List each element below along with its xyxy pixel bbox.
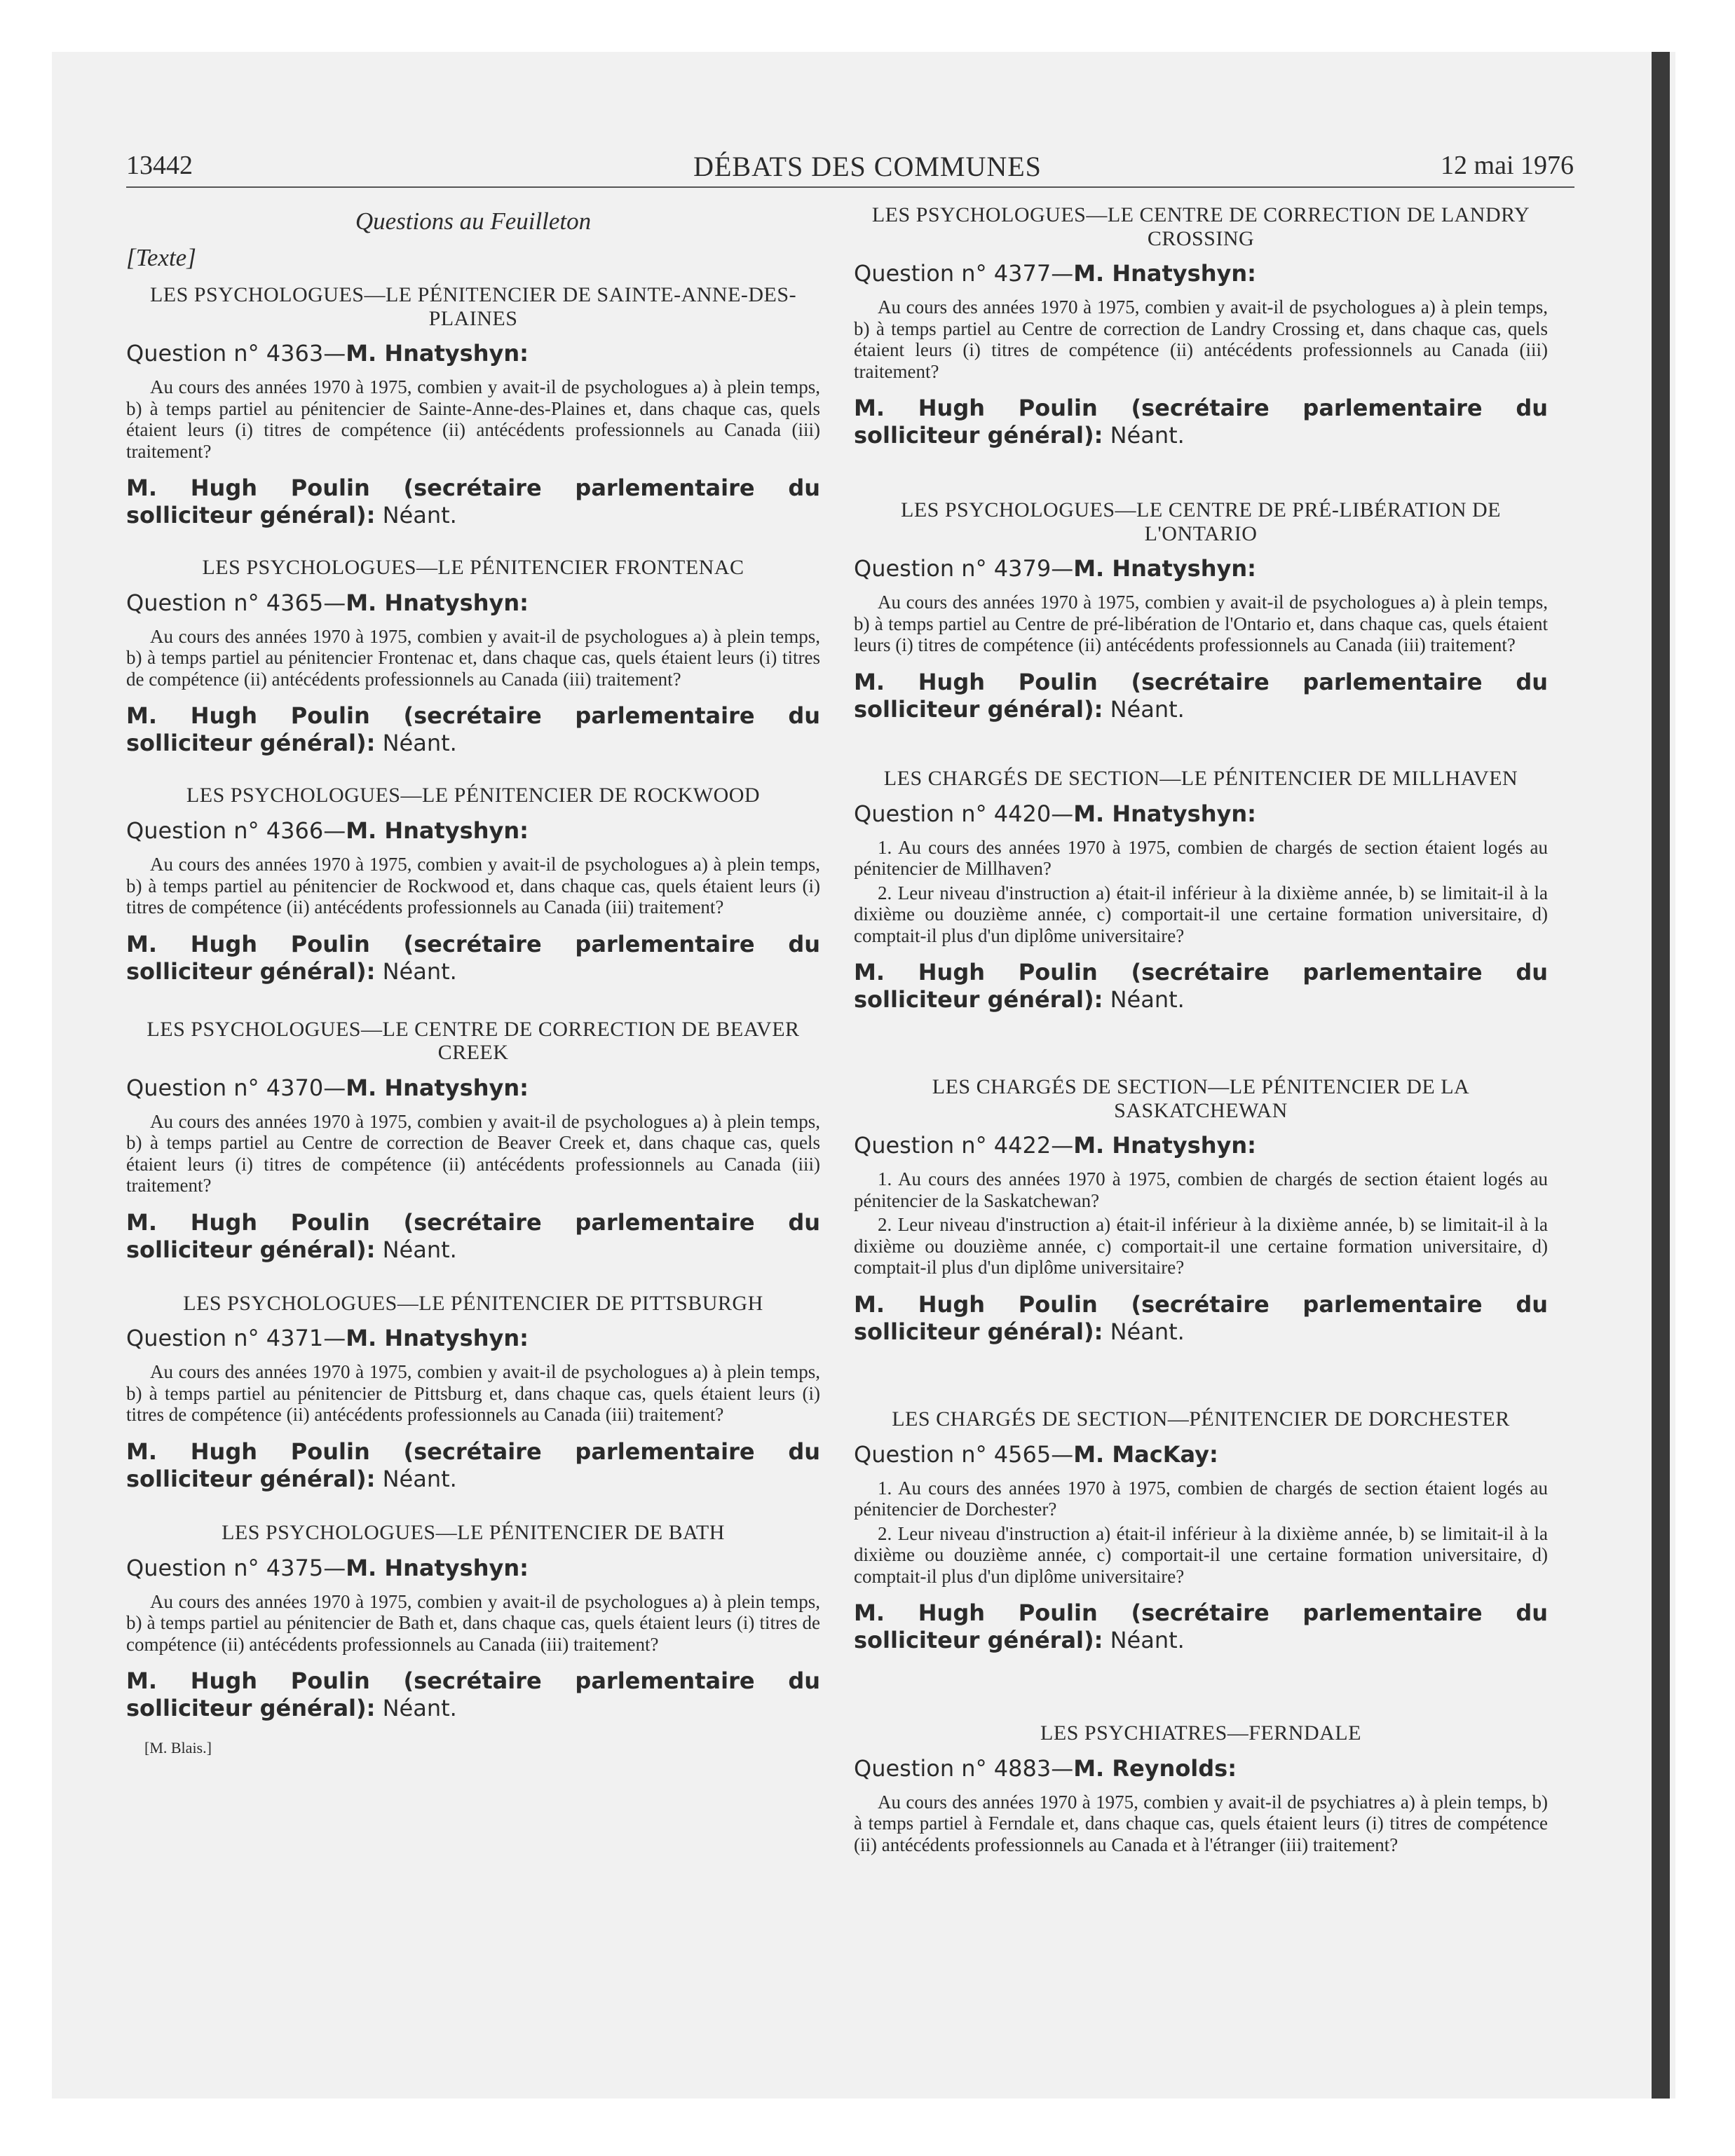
section-heading: Questions au Feuilleton [355, 207, 592, 235]
answer-text: Néant. [382, 502, 457, 529]
question-asker: M. Hnatyshyn: [346, 1325, 529, 1352]
question-line [126, 1325, 820, 1351]
question-section [126, 784, 820, 985]
question-section [854, 1407, 1548, 1654]
question-title: LES PSYCHOLOGUES—LE CENTRE DE PRÉ-LIBÉRATION DE L'ONTARIO [901, 498, 1501, 545]
question-text: 1. Au cours des années 1970 à 1975, combien de chargés de section étaient logés au pénitencier de la Saskatchewan? [854, 1168, 1548, 1211]
question-number: Question n° 4883— [854, 1754, 1074, 1782]
question-line [126, 340, 820, 367]
left-column [126, 203, 820, 1757]
question-line [854, 1441, 1548, 1468]
question-text: 1. Au cours des années 1970 à 1975, combien de chargés de section étaient logés au pénitencier de Millhaven? [854, 836, 1548, 880]
question-title: LES PSYCHOLOGUES—LE PÉNITENCIER DE BATH [222, 1520, 725, 1544]
question-text: Au cours des années 1970 à 1975, combien y avait-il de psychologues a) à plein temps, b) à temps partiel au pénitencier de Rockwood et, dans chaque cas, quels étaient leurs (i) titres de compétence (ii) antécédents professionnels au Canada (iii) traitement? [126, 854, 820, 917]
right-sections [854, 203, 1548, 1855]
question-asker: M. Hnatyshyn: [346, 1554, 529, 1581]
question-line [126, 589, 820, 616]
answer-speaker: M. Hugh Poulin (secrétaire parlementaire du solliciteur général): [126, 930, 820, 985]
question-asker: M. Hnatyshyn: [1073, 800, 1256, 827]
question-asker: M. Hnatyshyn: [1073, 260, 1256, 287]
question-section [126, 1521, 820, 1722]
answer-paragraph [854, 1291, 1548, 1346]
answer-text: Néant. [1110, 986, 1185, 1014]
question-text: 1. Au cours des années 1970 à 1975, combien de chargés de section étaient logés au pénitencier de Dorchester? [854, 1477, 1548, 1520]
question-number: Question n° 4365— [126, 589, 346, 616]
question-asker: M. MacKay: [1073, 1440, 1218, 1468]
answer-text: Néant. [1110, 1318, 1185, 1345]
question-line [854, 1132, 1548, 1159]
question-section [854, 1721, 1548, 1855]
question-number: Question n° 4371— [126, 1325, 346, 1352]
answer-paragraph [854, 669, 1548, 723]
question-line [126, 1555, 820, 1581]
question-asker: M. Hnatyshyn: [346, 1074, 529, 1101]
header-rule [126, 186, 1574, 188]
answer-text: Néant. [382, 1465, 457, 1492]
question-line [854, 260, 1548, 287]
question-title: LES PSYCHIATRES—FERNDALE [1040, 1721, 1361, 1745]
question-title: LES CHARGÉS DE SECTION—LE PÉNITENCIER DE MILLHAVEN [883, 767, 1518, 790]
question-text: Au cours des années 1970 à 1975, combien y avait-il de psychologues a) à plein temps, b) à temps partiel au pénitencier de Pittsburg et, dans chaque cas, quels étaient leurs (i) titres de compétence (ii) antécédents professionnels au Canada (iii) traitement? [126, 1361, 820, 1426]
answer-text: Néant. [382, 730, 457, 757]
scan-edge-bar [1652, 52, 1670, 2099]
question-number: Question n° 4375— [126, 1554, 346, 1581]
answer-paragraph [126, 1438, 820, 1493]
question-line [126, 817, 820, 844]
question-title: LES PSYCHOLOGUES—LE PÉNITENCIER DE SAINTE-ANNE-DES-PLAINES [149, 283, 797, 330]
answer-paragraph [126, 475, 820, 529]
texte-marker: [Texte] [126, 244, 196, 271]
question-text: Au cours des années 1970 à 1975, combien y avait-il de psychologues a) à plein temps, b) à temps partiel au pénitencier de Bath et, dans chaque cas, quels étaient leurs (i) titres de compétence (ii) antécédents professionnels au Canada (iii) traitement? [126, 1590, 820, 1655]
question-text: Au cours des années 1970 à 1975, combien y avait-il de psychologues a) à plein temps, b) à temps partiel au pénitencier Frontenac et, dans chaque cas, quels étaient leurs (i) titres de compétence (ii) antécédents professionnels au Canada (iii) traitement? [126, 625, 820, 690]
question-section [854, 767, 1548, 1014]
answer-speaker: M. Hugh Poulin (secrétaire parlementaire du solliciteur général): [854, 959, 1548, 1014]
answer-paragraph [126, 931, 820, 985]
question-section [854, 203, 1548, 449]
question-text: 2. Leur niveau d'instruction a) était-il inférieur à la dixième année, b) se limitait-il à la dixième ou douzième année, c) comportait-il une certaine formation universitaire, d) comptait-il plus d'un diplôme universitaire? [854, 882, 1548, 946]
question-text: Au cours des années 1970 à 1975, combien y avait-il de psychologues a) à plein temps, b) à temps partiel au Centre de correction de Beaver Creek et, dans chaque cas, quels étaient leurs (i) titres de compétence (ii) antécédents professionnels au Canada (iii) traitement? [126, 1110, 820, 1196]
question-line [854, 555, 1548, 582]
question-line [854, 1755, 1548, 1782]
answer-speaker: M. Hugh Poulin (secrétaire parlementaire du solliciteur général): [126, 702, 820, 757]
answer-paragraph [126, 1209, 820, 1264]
question-number: Question n° 4565— [854, 1440, 1074, 1468]
question-section [126, 556, 820, 757]
question-section [854, 498, 1548, 723]
speaker-signature: [M. Blais.] [144, 1739, 212, 1757]
question-number: Question n° 4370— [126, 1074, 346, 1101]
question-text: Au cours des années 1970 à 1975, combien y avait-il de psychiatres a) à plein temps, b) à temps partiel à Ferndale et, dans chaque cas, quels étaient leurs (i) titres de compétence (ii) antécédents professionnels au Canada et à l'étranger (iii) traitement? [854, 1791, 1548, 1855]
question-line [126, 1074, 820, 1101]
question-number: Question n° 4420— [854, 800, 1074, 827]
answer-speaker: M. Hugh Poulin (secrétaire parlementaire du solliciteur général): [126, 1438, 820, 1492]
answer-speaker: M. Hugh Poulin (secrétaire parlementaire du solliciteur général): [854, 1290, 1548, 1345]
question-asker: M. Hnatyshyn: [346, 340, 529, 367]
answer-text: Néant. [382, 957, 457, 985]
question-text: 2. Leur niveau d'instruction a) était-il inférieur à la dixième année, b) se limitait-il à la dixième ou douzième année, c) comportait-il une certaine formation universitaire, d) comptait-il plus d'un diplôme universitaire? [854, 1214, 1548, 1278]
question-title: LES PSYCHOLOGUES—LE CENTRE DE CORRECTION DE LANDRY CROSSING [871, 203, 1530, 250]
answer-speaker: M. Hugh Poulin (secrétaire parlementaire du solliciteur général): [126, 1667, 820, 1722]
page-number: 13442 [126, 151, 193, 180]
answer-paragraph [126, 702, 820, 757]
question-title: LES PSYCHOLOGUES—LE PÉNITENCIER DE PITTSBURGH [183, 1291, 763, 1315]
answer-speaker: M. Hugh Poulin (secrétaire parlementaire du solliciteur général): [854, 668, 1548, 723]
question-asker: M. Hnatyshyn: [1073, 1132, 1256, 1159]
question-text: Au cours des années 1970 à 1975, combien y avait-il de psychologues a) à plein temps, b) à temps partiel au pénitencier de Sainte-Anne-des-Plaines et, dans chaque cas, quels étaient leurs (i) titres de compétence (ii) antécédents professionnels au Canada (iii) traitement? [126, 376, 820, 462]
question-asker: M. Reynolds: [1073, 1754, 1237, 1782]
question-asker: M. Hnatyshyn: [346, 817, 529, 844]
question-section [126, 1292, 820, 1493]
answer-paragraph [854, 1599, 1548, 1654]
question-number: Question n° 4363— [126, 340, 346, 367]
question-section [126, 283, 820, 529]
answer-speaker: M. Hugh Poulin (secrétaire parlementaire du solliciteur général): [126, 1208, 820, 1263]
question-section [854, 1075, 1548, 1346]
answer-speaker: M. Hugh Poulin (secrétaire parlementaire du solliciteur général): [854, 395, 1548, 449]
answer-text: Néant. [1110, 695, 1185, 723]
right-column [854, 203, 1548, 1858]
answer-speaker: M. Hugh Poulin (secrétaire parlementaire du solliciteur général): [854, 1599, 1548, 1654]
question-number: Question n° 4379— [854, 555, 1074, 582]
question-title: LES PSYCHOLOGUES—LE CENTRE DE CORRECTION DE BEAVER CREEK [147, 1017, 800, 1065]
answer-paragraph [854, 395, 1548, 449]
answer-speaker: M. Hugh Poulin (secrétaire parlementaire du solliciteur général): [126, 475, 820, 529]
question-number: Question n° 4422— [854, 1132, 1074, 1159]
question-text: Au cours des années 1970 à 1975, combien y avait-il de psychologues a) à plein temps, b) à temps partiel au Centre de pré-libération de l'Ontario et, dans chaque cas, quels étaient leurs (i) titres de compétence (ii) antécédents professionnels au Canada (iii) traitement? [854, 592, 1548, 656]
left-sections [126, 283, 820, 1722]
question-asker: M. Hnatyshyn: [346, 589, 529, 616]
question-line [854, 800, 1548, 827]
question-title: LES PSYCHOLOGUES—LE PÉNITENCIER DE ROCKWOOD [186, 784, 761, 807]
question-title: LES CHARGÉS DE SECTION—LE PÉNITENCIER DE LA SASKATCHEWAN [932, 1075, 1470, 1122]
answer-text: Néant. [382, 1236, 457, 1263]
answer-text: Néant. [382, 1695, 457, 1722]
question-title: LES PSYCHOLOGUES—LE PÉNITENCIER FRONTENAC [202, 556, 744, 580]
question-section [126, 1018, 820, 1264]
question-number: Question n° 4377— [854, 260, 1074, 287]
running-title: DÉBATS DES COMMUNES [693, 151, 1042, 182]
question-asker: M. Hnatyshyn: [1073, 555, 1256, 582]
question-text: 2. Leur niveau d'instruction a) était-il inférieur à la dixième année, b) se limitait-il à la dixième ou douzième année, c) comportait-il une certaine formation universitaire, d) comptait-il plus d'un diplôme universitaire? [854, 1522, 1548, 1587]
answer-paragraph [854, 959, 1548, 1014]
page-date: 12 mai 1976 [1441, 151, 1574, 180]
answer-text: Néant. [1110, 1627, 1185, 1654]
question-title: LES CHARGÉS DE SECTION—PÉNITENCIER DE DORCHESTER [892, 1407, 1510, 1431]
answer-paragraph [126, 1667, 820, 1722]
answer-text: Néant. [1110, 422, 1185, 449]
question-text: Au cours des années 1970 à 1975, combien y avait-il de psychologues a) à plein temps, b) à temps partiel au Centre de correction de Landry Crossing et, dans chaque cas, quels étaient leurs (i) titres de compétence (ii) antécédents professionnels au Canada (iii) traitement? [854, 296, 1548, 382]
question-number: Question n° 4366— [126, 817, 346, 844]
